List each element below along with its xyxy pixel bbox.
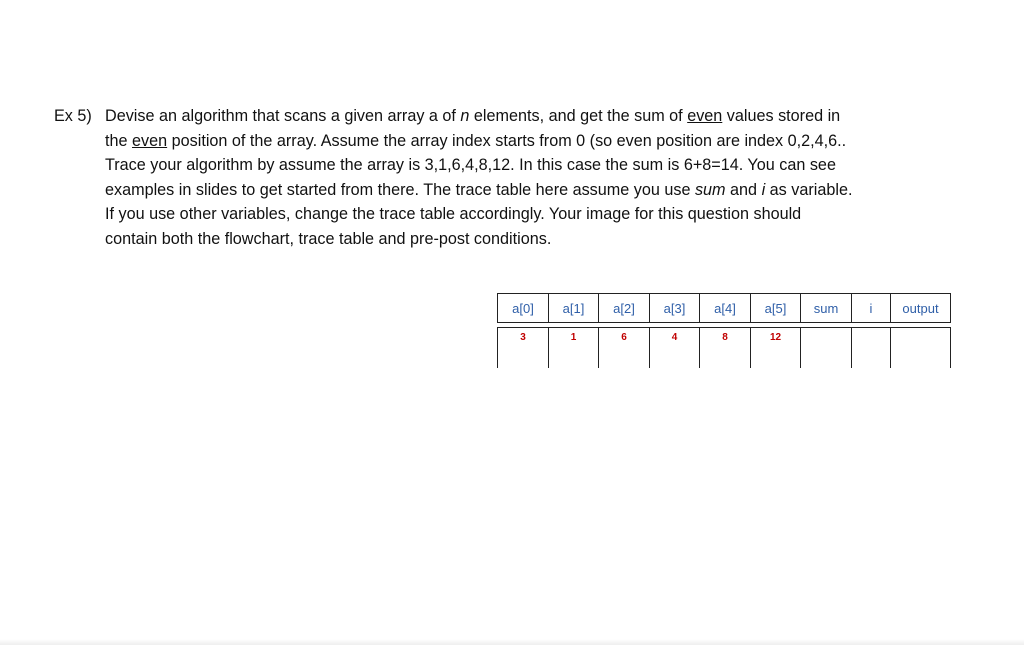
exercise-line-6: contain both the flowchart, trace table and pre-post conditions. bbox=[105, 229, 552, 248]
trace-value-cell: 6 bbox=[599, 328, 650, 369]
variable-i: i bbox=[761, 180, 766, 199]
trace-value-cell: 12 bbox=[751, 328, 801, 369]
exercise-line-3: Trace your algorithm by assume the array is 3,1,6,4,8,12. In this case the sum is 6+8=14. You can see bbox=[105, 156, 836, 174]
exercise-label: Ex 5) bbox=[54, 107, 92, 125]
trace-header-cell: a[0] bbox=[498, 294, 549, 323]
trace-header-cell: i bbox=[852, 294, 891, 323]
trace-value-cell: 1 bbox=[549, 328, 599, 369]
exercise-line-2: the even position of the array. Assume the array index starts from 0 (so even position are index 0,2,4,6.. bbox=[105, 131, 847, 150]
trace-value-cell: 3 bbox=[498, 328, 549, 369]
page-bottom-shadow bbox=[0, 639, 1024, 645]
trace-header-cell: a[4] bbox=[700, 294, 751, 323]
exercise-text bbox=[105, 104, 965, 251]
trace-header-cell: sum bbox=[801, 294, 852, 323]
underlined-even: even bbox=[132, 131, 168, 150]
trace-value-row bbox=[498, 328, 951, 369]
trace-value-cell bbox=[852, 328, 891, 369]
trace-value-cell: 8 bbox=[700, 328, 751, 369]
trace-value-cell bbox=[801, 328, 852, 369]
underlined-even: even bbox=[687, 107, 723, 125]
variable-sum: sum bbox=[694, 180, 726, 199]
trace-table bbox=[497, 293, 951, 368]
trace-header-cell: a[3] bbox=[650, 294, 700, 323]
trace-value-cell bbox=[891, 328, 951, 369]
trace-header-cell: a[1] bbox=[549, 294, 599, 323]
exercise-line-5: If you use other variables, change the trace table accordingly. Your image for this question should bbox=[105, 205, 802, 223]
trace-header-cell: a[2] bbox=[599, 294, 650, 323]
trace-header-cell: a[5] bbox=[751, 294, 801, 323]
variable-n: n bbox=[460, 107, 470, 125]
exercise-line-1: Devise an algorithm that scans a given array a of n elements, and get the sum of even values stored in bbox=[105, 107, 841, 125]
trace-header-row bbox=[498, 294, 951, 323]
trace-header-cell: output bbox=[891, 294, 951, 323]
exercise-line-4: examples in slides to get started from there. The trace table here assume you use sum and i as variable. bbox=[105, 180, 853, 199]
trace-value-cell: 4 bbox=[650, 328, 700, 369]
trace-table-container bbox=[497, 293, 951, 368]
